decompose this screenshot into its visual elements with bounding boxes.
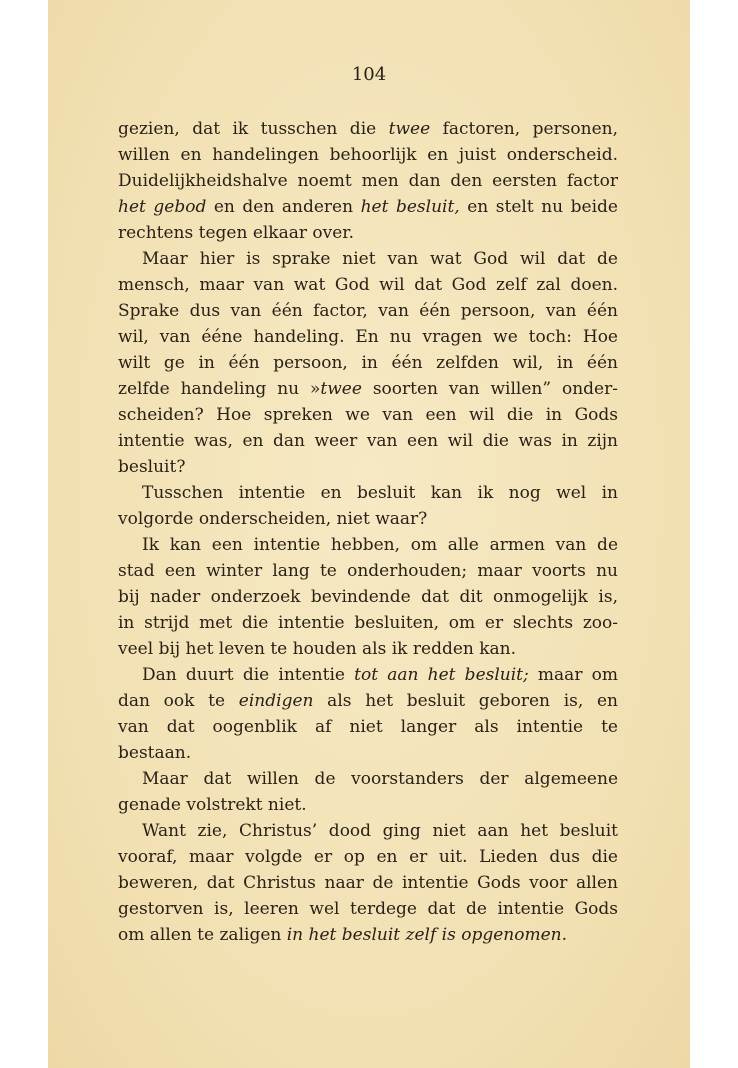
text-line [118, 454, 618, 480]
text-segment: Want zie, Christus’ dood ging niet aan het besluit [142, 821, 618, 841]
text-segment: scheiden? Hoe spreken we van een wil die in Gods [118, 405, 618, 425]
text-line [118, 246, 618, 272]
text-line [118, 376, 618, 402]
text-line [118, 818, 618, 844]
text-segment: wilt ge in één persoon, in één zelfden wil, in één [118, 353, 618, 373]
italic-text: twee [388, 119, 431, 139]
text-line [118, 636, 618, 662]
text-line [118, 610, 618, 636]
text-segment: rechtens tegen elkaar over. [118, 223, 354, 243]
text-segment: maar om [528, 665, 618, 685]
text-line [118, 844, 618, 870]
text-line [118, 896, 618, 922]
text-line [118, 168, 618, 194]
text-line [118, 688, 618, 714]
text-line [118, 662, 618, 688]
text-segment: als het besluit geboren is, en [313, 691, 619, 711]
italic-text: het besluit, [360, 197, 460, 217]
text-line [118, 402, 618, 428]
text-segment: besluit? [118, 457, 186, 477]
text-line [118, 558, 618, 584]
italic-text: eindigen [238, 691, 314, 711]
text-line [118, 298, 618, 324]
text-line [118, 766, 618, 792]
text-line [118, 480, 618, 506]
text-segment: mensch, maar van wat God wil dat God zelf zal doen. [118, 275, 618, 295]
text-segment: intentie was, en dan weer van een wil die was in zijn [118, 431, 618, 451]
text-segment: volgorde onderscheiden, niet waar? [118, 509, 428, 529]
text-segment: in strijd met die intentie besluiten, om er slechts zoo- [118, 613, 618, 633]
text-segment: Duidelijkheidshalve noemt men dan den eersten factor [118, 171, 618, 191]
text-line [118, 870, 618, 896]
text-line [118, 272, 618, 298]
text-segment: genade volstrekt niet. [118, 795, 307, 815]
text-segment: gestorven is, leeren wel terdege dat de intentie Gods [118, 899, 618, 919]
text-segment: bestaan. [118, 743, 192, 763]
text-line [118, 584, 618, 610]
body-text [118, 116, 618, 948]
text-line [118, 428, 618, 454]
text-segment: willen en handelingen behoorlijk en juist onderscheid. [118, 145, 618, 165]
text-segment: vooraf, maar volgde er op en er uit. Lieden dus die [118, 847, 618, 867]
italic-text: in het besluit zelf is opgenomen. [286, 925, 568, 945]
text-segment: gezien, dat ik tusschen die [118, 119, 389, 139]
italic-text: het gebod [118, 197, 207, 217]
text-line [118, 116, 618, 142]
text-segment: beweren, dat Christus naar de intentie Gods voor allen [118, 873, 618, 893]
text-segment: factoren, personen, [430, 119, 618, 139]
text-segment: dan ook te [118, 691, 239, 711]
text-line [118, 194, 618, 220]
text-line [118, 142, 618, 168]
text-line [118, 220, 618, 246]
text-segment: en stelt nu beide [459, 197, 618, 217]
text-segment: wil, van ééne handeling. En nu vragen we toch: Hoe [118, 327, 618, 347]
text-line [118, 324, 618, 350]
text-segment: Sprake dus van één factor, van één persoon, van één [118, 301, 618, 321]
text-segment: stad een winter lang te onderhouden; maar voorts nu [118, 561, 618, 581]
text-line [118, 350, 618, 376]
book-page [48, 0, 690, 1068]
text-segment: bij nader onderzoek bevindende dat dit onmogelijk is, [118, 587, 618, 607]
text-segment: Tusschen intentie en besluit kan ik nog wel in [142, 483, 618, 503]
text-line [118, 506, 618, 532]
text-segment: om allen te zaligen [118, 925, 287, 945]
text-line [118, 922, 618, 948]
text-segment: Maar hier is sprake niet van wat God wil dat de [142, 249, 618, 269]
text-segment: soorten van willen” onder- [361, 379, 618, 399]
text-line [118, 740, 618, 766]
text-line [118, 714, 618, 740]
text-segment: van dat oogenblik af niet langer als intentie te [118, 717, 618, 737]
italic-text: twee [320, 379, 362, 399]
text-segment: Ik kan een intentie hebben, om alle armen van de [142, 535, 618, 555]
text-segment: en den anderen [206, 197, 361, 217]
text-segment: veel bij het leven te houden als ik redden kan. [118, 639, 517, 659]
text-segment: Dan duurt die intentie [142, 665, 355, 685]
text-line [118, 792, 618, 818]
text-segment: zelfde handeling nu » [118, 379, 321, 399]
italic-text: tot aan het besluit; [354, 665, 529, 685]
page-number: 104 [351, 64, 387, 85]
text-segment: Maar dat willen de voorstanders der algemeene [142, 769, 618, 789]
text-line [118, 532, 618, 558]
